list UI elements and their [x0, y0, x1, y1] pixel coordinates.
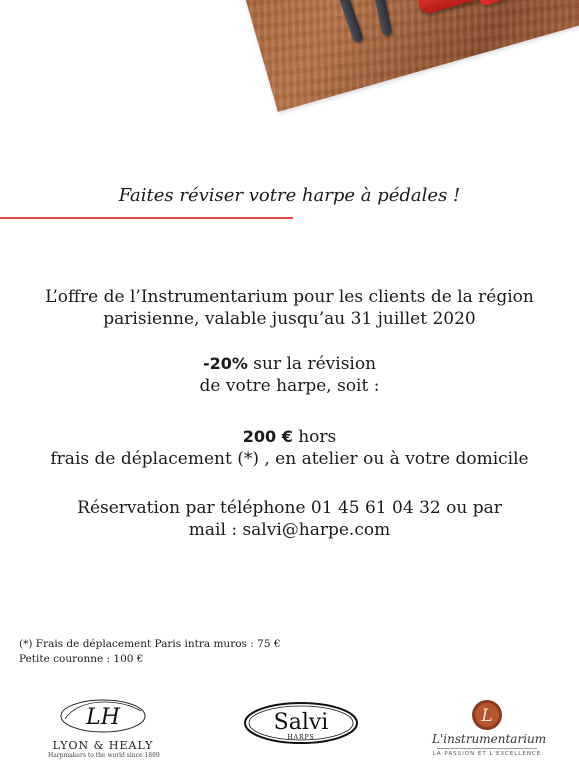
- instrumentarium-monogram-icon: [470, 698, 504, 732]
- footnote-line: Petite couronne : 100 €: [19, 653, 144, 665]
- discount-label: sur la révision: [247, 354, 377, 374]
- footnote: [19, 637, 281, 667]
- instrumentarium-name: L'instrumentarium: [432, 732, 547, 746]
- instrumentarium-subtitle: LA PASSION ET L'EXCELLENCE: [432, 751, 542, 757]
- offer-line: L’offre de l’Instrumentarium pour les clients de la région: [45, 287, 534, 307]
- lyon-healy-logo: [48, 695, 158, 759]
- reservation-text: [0, 497, 579, 541]
- instrumentarium-monogram: L: [481, 706, 493, 726]
- lyon-healy-subtitle: Harpmakers to the world since 1889: [48, 752, 160, 759]
- price-text: [0, 426, 579, 470]
- salvi-logo: [243, 701, 359, 745]
- salvi-subtitle: HARPS: [287, 734, 315, 741]
- tagline: Faites réviser votre harpe à pédales !: [118, 185, 461, 206]
- discount-line: [0, 353, 579, 375]
- discount-percent: -20%: [202, 354, 248, 373]
- lyon-healy-monogram-icon: [57, 695, 149, 737]
- price-line: frais de déplacement (*) , en atelier ou à votre domicile: [50, 449, 529, 469]
- reservation-mail-line: mail : salvi@harpe.com: [188, 520, 391, 540]
- instrumentarium-divider: [437, 748, 537, 749]
- offer-line: parisienne, valable jusqu’au 31 juillet 2020: [103, 309, 476, 329]
- logo-bar: [0, 695, 579, 763]
- red-divider: [0, 217, 293, 219]
- discount-text: [0, 353, 579, 397]
- offer-text: [0, 286, 579, 330]
- lyon-healy-monogram: LH: [86, 705, 120, 730]
- instrumentarium-logo: [432, 698, 547, 757]
- lyon-healy-name: LYON & HEALY: [52, 739, 154, 752]
- price-label: hors: [292, 427, 337, 447]
- price-line: [0, 426, 579, 448]
- wood-grain: [220, 0, 579, 112]
- hero-photo-workbench: [220, 0, 579, 112]
- reservation-phone-line: Réservation par téléphone 01 45 61 04 32 ou par: [77, 498, 502, 518]
- salvi-name: Salvi: [273, 710, 329, 735]
- discount-line: de votre harpe, soit :: [199, 376, 380, 396]
- footnote-line: (*) Frais de déplacement Paris intra muros : 75 €: [19, 638, 281, 650]
- price-amount: 200 €: [242, 427, 293, 446]
